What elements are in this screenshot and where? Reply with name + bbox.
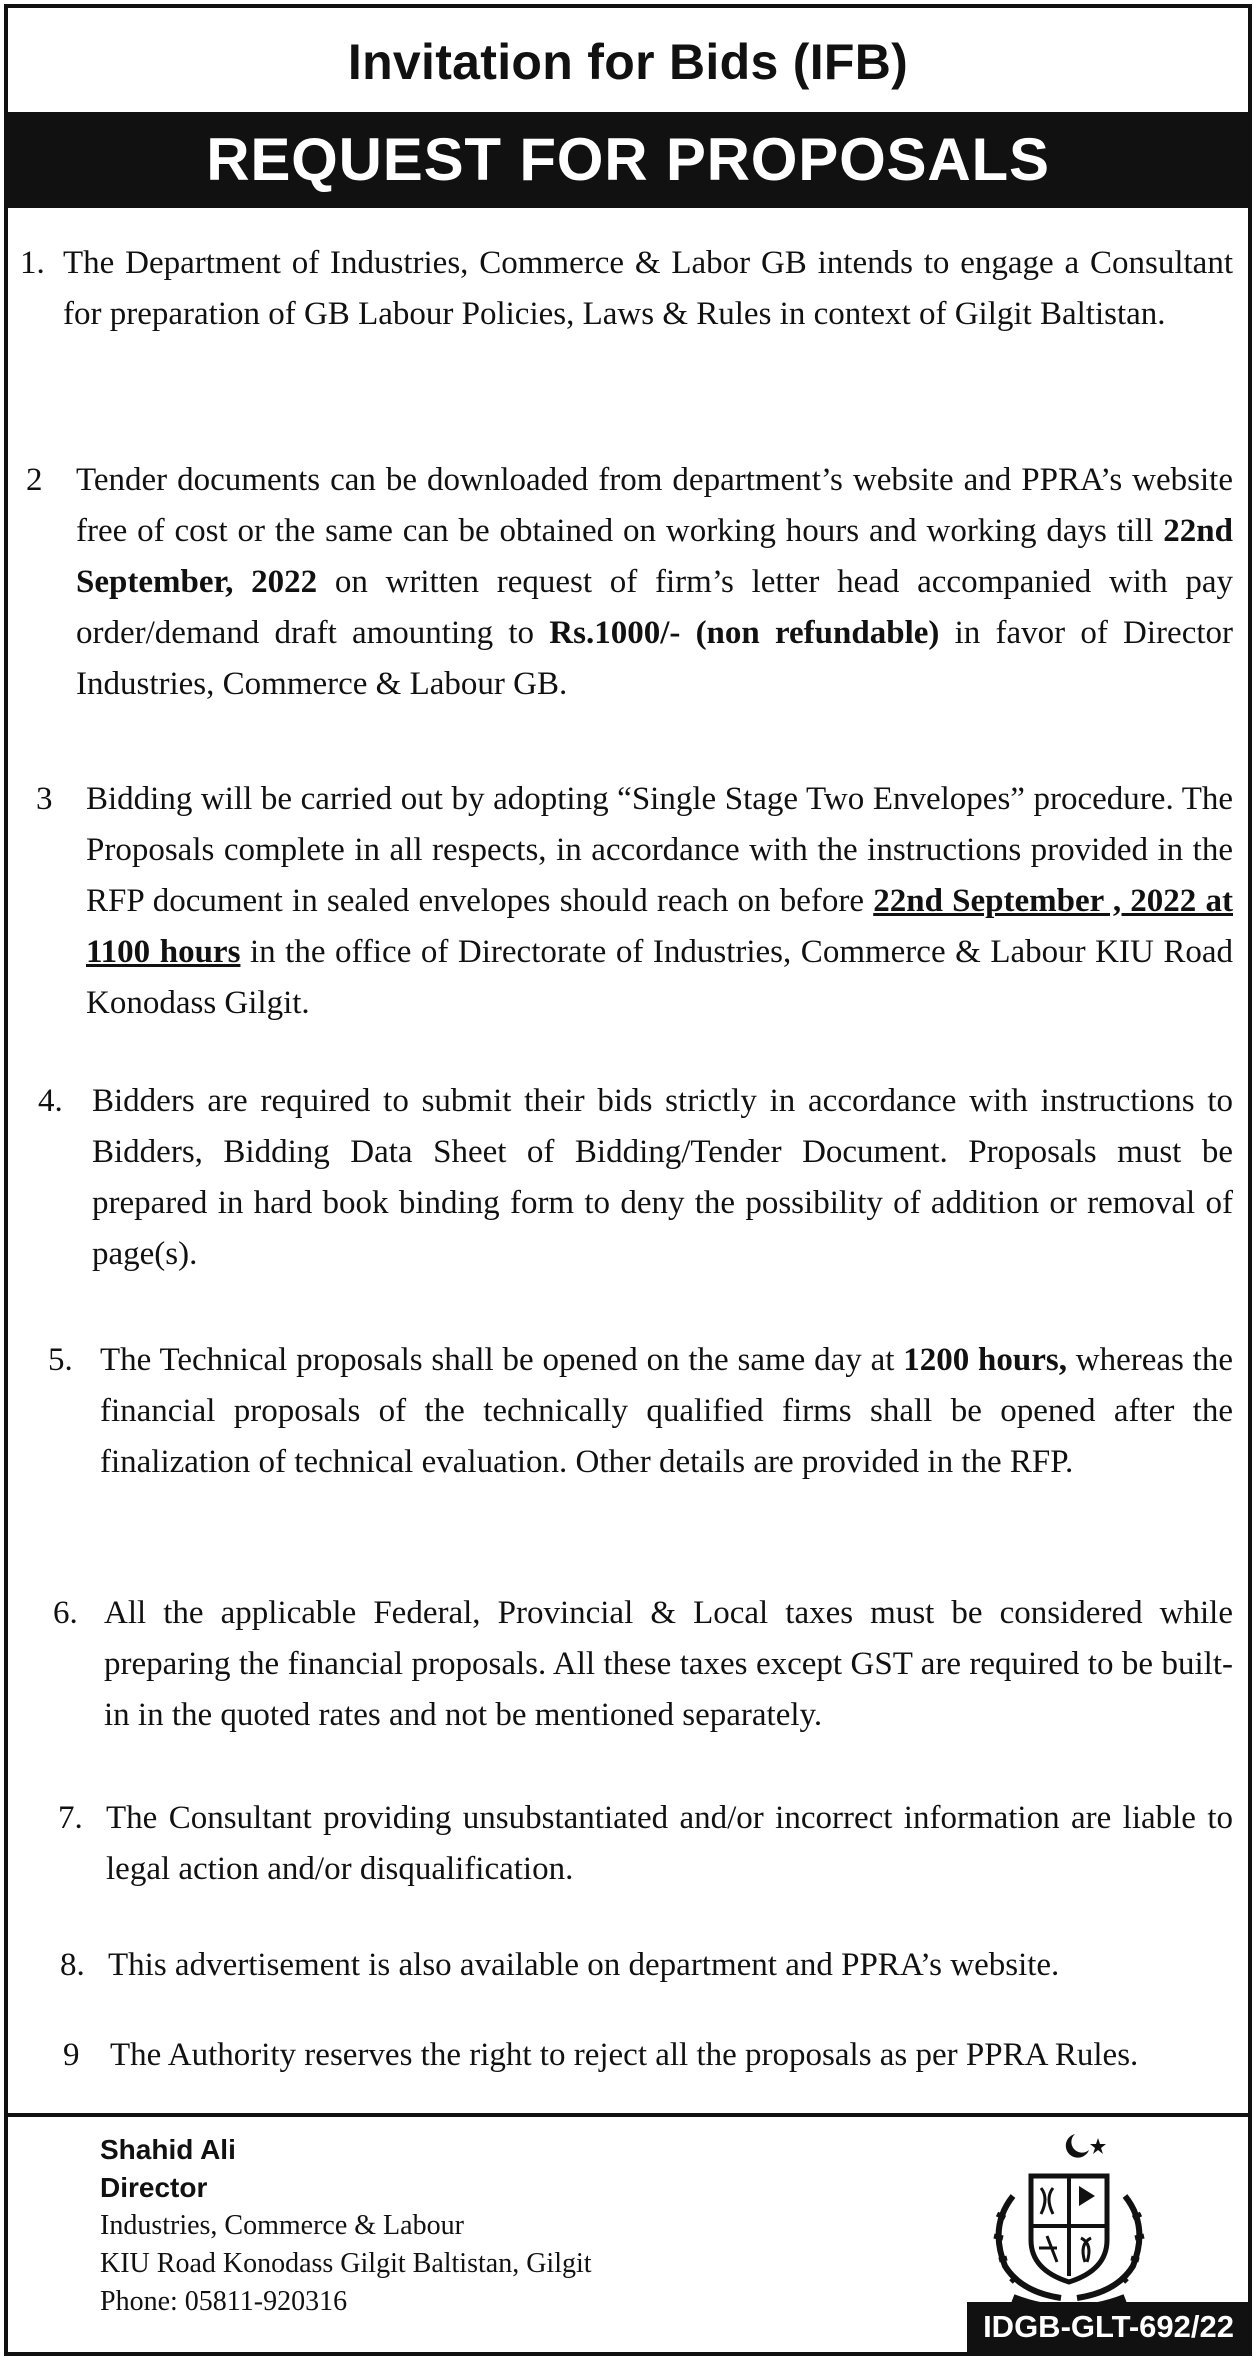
government-emblem-icon — [983, 2126, 1155, 2316]
item-text: Bidding will be carried out by adopting “Single Stage Two Envelopes” procedure. The Proposals complete in all respects, in accordance with the instructions provided in the RFP document in sealed envelopes should reach on before 22nd September , 2022 at 1100 hours in the office of Directorate of Industries, Commerce & Labour KIU Road Konodass Gilgit. — [86, 781, 1233, 1021]
signatory-title: Director — [100, 2172, 208, 2203]
document-fee: Rs.1000/- (non refundable) — [549, 615, 940, 651]
reference-code: IDGB-GLT-692/22 — [967, 2302, 1248, 2352]
signature-block — [100, 2131, 592, 2321]
signatory-name: Shahid Ali — [100, 2134, 236, 2165]
item-number: 1. — [20, 245, 45, 281]
item-number: 8. — [60, 1947, 85, 1983]
phone-number: Phone: 05811-920316 — [100, 2286, 348, 2317]
opening-time: 1200 hours, — [903, 1342, 1067, 1378]
department-name: Industries, Commerce & Labour — [100, 2210, 464, 2241]
rfp-banner: REQUEST FOR PROPOSALS — [8, 112, 1248, 208]
item-text: Bidders are required to submit their bids strictly in accordance with instructions to Bidders, Bidding Data Sheet of Bidding/Tender Document. Proposals must be prepared in hard book binding form to deny the possibility of addition or removal of page(s). — [92, 1083, 1233, 1272]
advertisement-frame — [4, 4, 1252, 2356]
item-number: 7. — [58, 1800, 83, 1836]
item-text: The Consultant providing unsubstantiated and/or incorrect information are liable to legal action and/or disqualification. — [106, 1800, 1233, 1887]
item-text: This advertisement is also available on department and PPRA’s website. — [108, 1947, 1060, 1983]
deadline-date: 22nd September, 2022 — [76, 513, 1233, 600]
item-text: The Technical proposals shall be opened on the same day at 1200 hours, whereas the financial proposals of the technically qualified firms shall be opened after the finalization of technical evaluation. Other details are provided in the RFP. — [100, 1342, 1234, 1480]
signature-divider — [8, 2113, 1248, 2117]
item-number: 9 — [63, 2037, 80, 2073]
item-text: All the applicable Federal, Provincial & Local taxes must be considered while preparing the financial proposals. All these taxes except GST are required to be built-in in the quoted rates and not be mentioned separately. — [104, 1595, 1233, 1733]
item-number: 2 — [26, 462, 43, 498]
item-number: 5. — [48, 1342, 73, 1378]
item-text: The Department of Industries, Commerce & Labor GB intends to engage a Consultant for preparation of GB Labour Policies, Laws & Rules in context of Gilgit Baltistan. — [63, 245, 1233, 332]
item-number: 3 — [36, 781, 53, 817]
submission-deadline: 22nd September , 2022 at 1100 hours — [86, 883, 1233, 970]
item-number: 6. — [53, 1595, 78, 1631]
item-text: Tender documents can be downloaded from department’s website and PPRA’s website free of cost or the same can be obtained on working hours and working days till 22nd September, 2022 on written request of firm’s letter head accompanied with pay order/demand draft amounting to Rs.1000/- (non refundable) in favor of Director Industries, Commerce & Labour GB. — [76, 462, 1233, 702]
page-title: Invitation for Bids (IFB) — [347, 34, 909, 90]
item-number: 4. — [38, 1083, 63, 1119]
office-address: KIU Road Konodass Gilgit Baltistan, Gilgit — [100, 2248, 592, 2279]
item-text: The Authority reserves the right to reject all the proposals as per PPRA Rules. — [110, 2037, 1139, 2073]
